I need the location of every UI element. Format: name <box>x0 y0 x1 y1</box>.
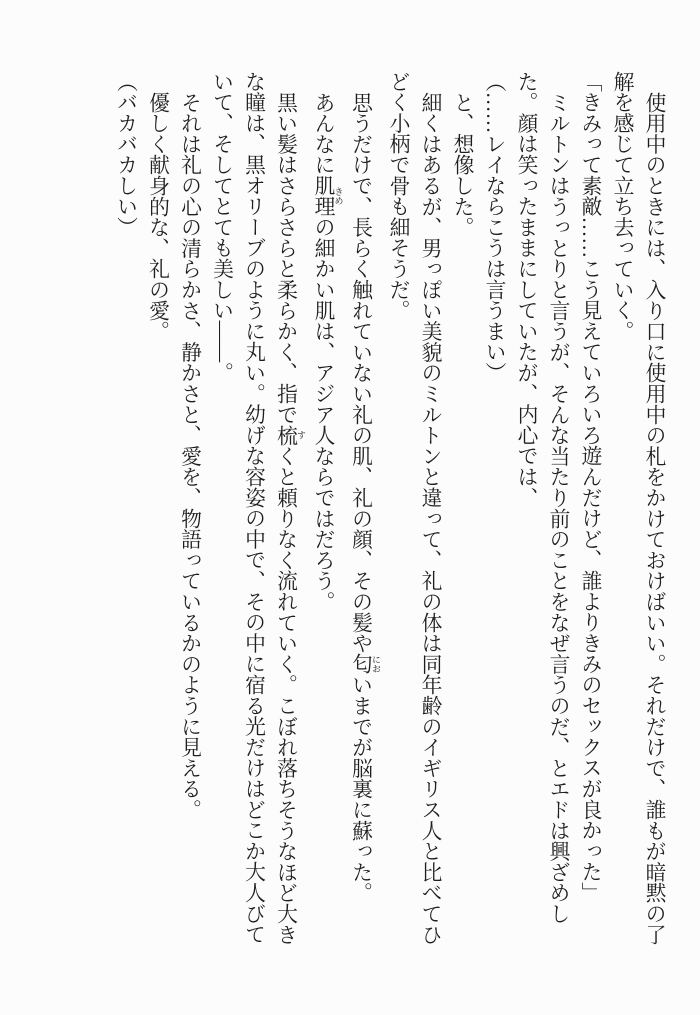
ruby-annotated-text: 梳 す <box>273 424 306 446</box>
text-run: 「きみって素敵……こう見えていろいろ遊んだけど、誰よりきみのセックスが良かった」 <box>578 71 601 903</box>
furigana: す <box>296 424 306 446</box>
text-run: 黒い髪はさらさらと柔らかく、指で <box>273 91 297 425</box>
text-run: それは礼の心の清らかさ、静かさと、愛を、物語っているかのように見える。 <box>177 91 201 820</box>
text-line <box>445 71 477 949</box>
text-run: いて、そしてとても美しい——。 <box>209 71 233 383</box>
text-line <box>109 71 141 949</box>
text-run: いまでが脳裏に蘇った。 <box>348 674 372 904</box>
text-line <box>237 71 269 949</box>
text-line <box>413 71 445 949</box>
furigana: にお <box>371 653 381 675</box>
page-text <box>109 71 670 949</box>
text-run: な瞳は、黒オリーブのように丸い。幼げな容姿の中で、その中に宿る光だけはどこか大人びて <box>241 71 265 945</box>
text-run: 優しく献身的な、礼の愛。 <box>145 91 169 342</box>
text-run: （……レイならこうは言うまい） <box>482 71 505 383</box>
text-run: 解を感じて立ち去っていく。 <box>610 71 633 342</box>
text-run: 思うだけで、長らく触れていない礼の肌、礼の顔、その髪や <box>348 91 372 654</box>
text-line <box>306 71 344 949</box>
furigana: きめ <box>333 175 344 217</box>
text-line <box>173 71 205 949</box>
text-run: あんなに <box>311 91 334 175</box>
text-line <box>344 71 382 949</box>
text-line <box>477 71 509 949</box>
text-line <box>381 71 413 949</box>
text-run: （バカバカしい） <box>113 71 137 238</box>
text-run: 使用中のときには、入り口に使用中の札をかけておけばいい。それだけで、誰もが暗黙の了 <box>642 91 665 945</box>
text-line <box>541 71 573 949</box>
text-line <box>509 71 541 949</box>
text-line <box>605 71 637 949</box>
text-line <box>205 71 237 949</box>
text-run: ミルトンはうっとりと言うが、そんな当たり前のことをなぜ言うのだ、とエドは興ざめし <box>546 91 569 924</box>
text-line <box>573 71 605 949</box>
text-run: どく小柄で骨も細そうだ。 <box>386 71 409 321</box>
text-run: た。顔は笑ったままにしていたが、内心では、 <box>514 71 537 508</box>
ruby-annotated-text: 匂 にお <box>348 653 381 675</box>
text-run: 細くはあるが、男っぽい美貌のミルトンと違って、礼の体は同年齢のイギリス人と比べてひ <box>418 91 441 945</box>
text-line <box>141 71 173 949</box>
text-run: と、想像した。 <box>450 91 473 238</box>
text-run: くと頼りなく流れていく。こぼれ落ちそうなほど大き <box>273 445 297 945</box>
text-line <box>637 71 669 949</box>
text-line <box>269 71 307 949</box>
ruby-annotated-text: 肌理 きめ <box>311 175 344 217</box>
text-run: の細かい肌は、アジア人ならではだろう。 <box>311 216 334 612</box>
